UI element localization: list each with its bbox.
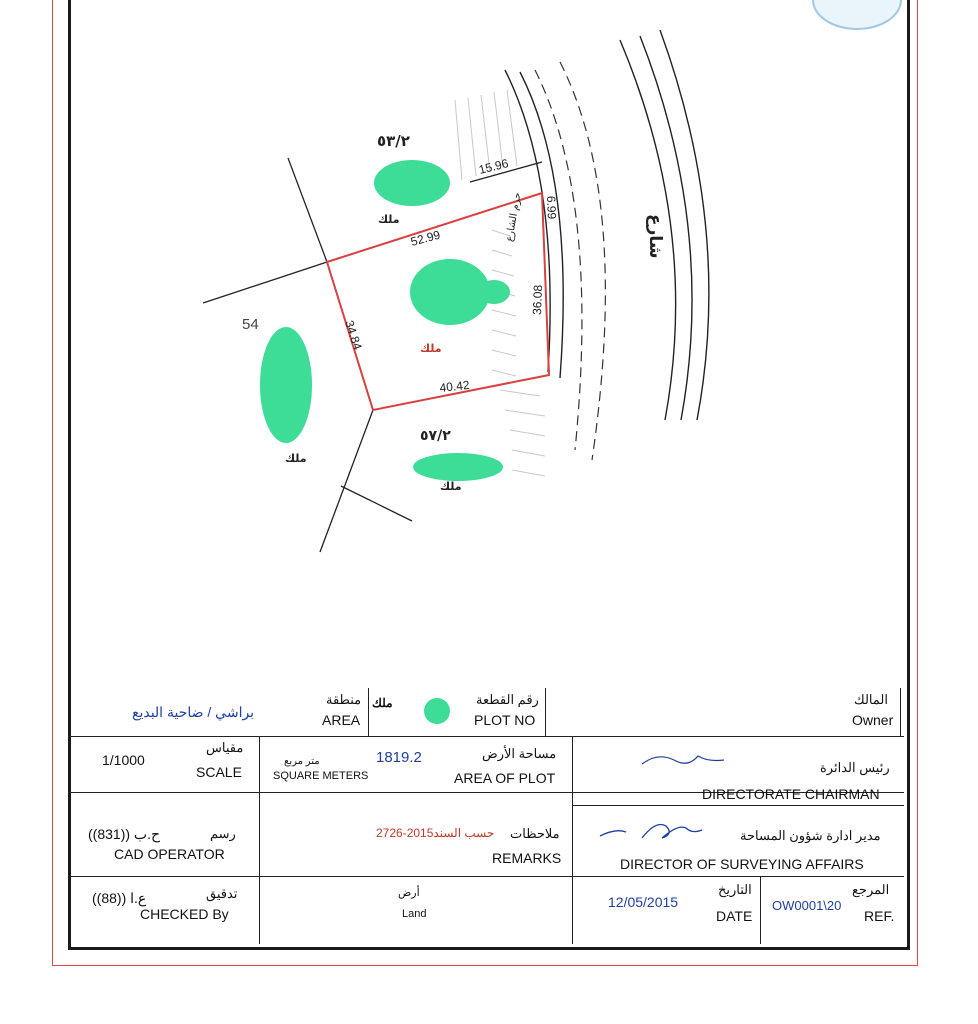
area-en: AREA — [322, 712, 361, 728]
area-value: 1819.2 — [376, 749, 422, 766]
street-lines — [505, 30, 709, 420]
street-label: شارع — [645, 214, 665, 259]
land-ar: أرض — [398, 887, 420, 899]
owned-label-south: ملك — [440, 480, 462, 493]
dim-right: 36.08 — [530, 284, 546, 316]
owned-label-plot: ملك — [420, 342, 442, 355]
director-signature — [596, 816, 706, 846]
director-ar: مدير ادارة شؤون المساحة — [740, 828, 881, 843]
boundary-lines — [203, 158, 542, 552]
cad-en: CAD OPERATOR — [114, 846, 225, 862]
chairman-signature — [638, 748, 728, 772]
redaction-blob — [424, 698, 450, 724]
title-col-4 — [545, 688, 546, 736]
title-block — [68, 688, 910, 950]
scale-en: SCALE — [196, 764, 242, 780]
title-col-3 — [760, 876, 761, 944]
cad-value: ح.ب ((831)) — [88, 826, 161, 842]
owned-label-north: ملك — [378, 213, 400, 226]
dim-top: 52.99 — [409, 227, 442, 249]
checked-value: ع.ا ((88)) — [92, 890, 147, 906]
dim-bottom: 40.42 — [438, 377, 471, 395]
title-col-2 — [572, 736, 573, 944]
title-rule-3 — [68, 876, 904, 877]
sqm-ar: متر مربع — [284, 756, 320, 767]
land-en: Land — [402, 908, 427, 920]
director-en: DIRECTOR OF SURVEYING AFFAIRS — [620, 856, 864, 872]
ref-ar: المرجع — [852, 882, 890, 897]
neighbor-south-label: ٥٧/٢ — [420, 428, 451, 444]
sqm-en: SQUARE METERS — [273, 770, 369, 782]
neighbor-north-label: ٥٣/٢ — [377, 132, 410, 150]
date-value: 12/05/2015 — [608, 894, 679, 910]
dim-right-upper: 6.99 — [544, 195, 559, 220]
date-ar: التاريخ — [718, 882, 752, 897]
title-col-6 — [900, 688, 901, 736]
chairman-ar: رئيس الدائرة — [820, 760, 890, 775]
ref-en: REF. — [864, 908, 895, 924]
dim-left: 34.84 — [342, 318, 365, 352]
owner-ar: المالك — [854, 692, 888, 707]
setback-label: حرم الشارع — [504, 191, 524, 243]
title-rule-1 — [68, 736, 904, 737]
cad-ar: رسم — [210, 826, 236, 841]
ref-value: OW0001\20 — [772, 898, 842, 913]
chairman-en: DIRECTORATE CHAIRMAN — [702, 786, 880, 802]
remarks-value: حسب السند2015-2726 — [376, 826, 495, 840]
neighbor-west-label: 54 — [242, 316, 259, 333]
location-value: براشي / ضاحية البديع — [132, 704, 255, 720]
title-col-5 — [368, 688, 369, 736]
scale-value: 1/1000 — [102, 752, 145, 768]
title-col-1 — [259, 736, 260, 944]
title-rule-chairman — [572, 805, 904, 806]
date-en: DATE — [716, 908, 753, 924]
remarks-ar: ملاحظات — [510, 826, 560, 841]
owned-label-west: ملك — [285, 452, 307, 465]
area-ar: منطقة — [326, 692, 362, 707]
owner-en: Owner — [852, 712, 894, 728]
redaction-blobs — [260, 160, 510, 481]
plot-no-ar: رقم القطعة — [476, 692, 539, 707]
checked-en: CHECKED By — [140, 906, 229, 922]
scale-ar: مقياس — [206, 740, 244, 755]
plot-no-en: PLOT NO — [474, 712, 536, 728]
owner-mark: ملك — [372, 696, 393, 710]
area-of-plot-ar: مساحة الأرض — [482, 746, 557, 761]
dim-top-ext: 15.96 — [477, 156, 510, 177]
checked-ar: تدقيق — [206, 886, 238, 901]
area-of-plot-en: AREA OF PLOT — [454, 770, 556, 786]
remarks-en: REMARKS — [492, 850, 562, 866]
